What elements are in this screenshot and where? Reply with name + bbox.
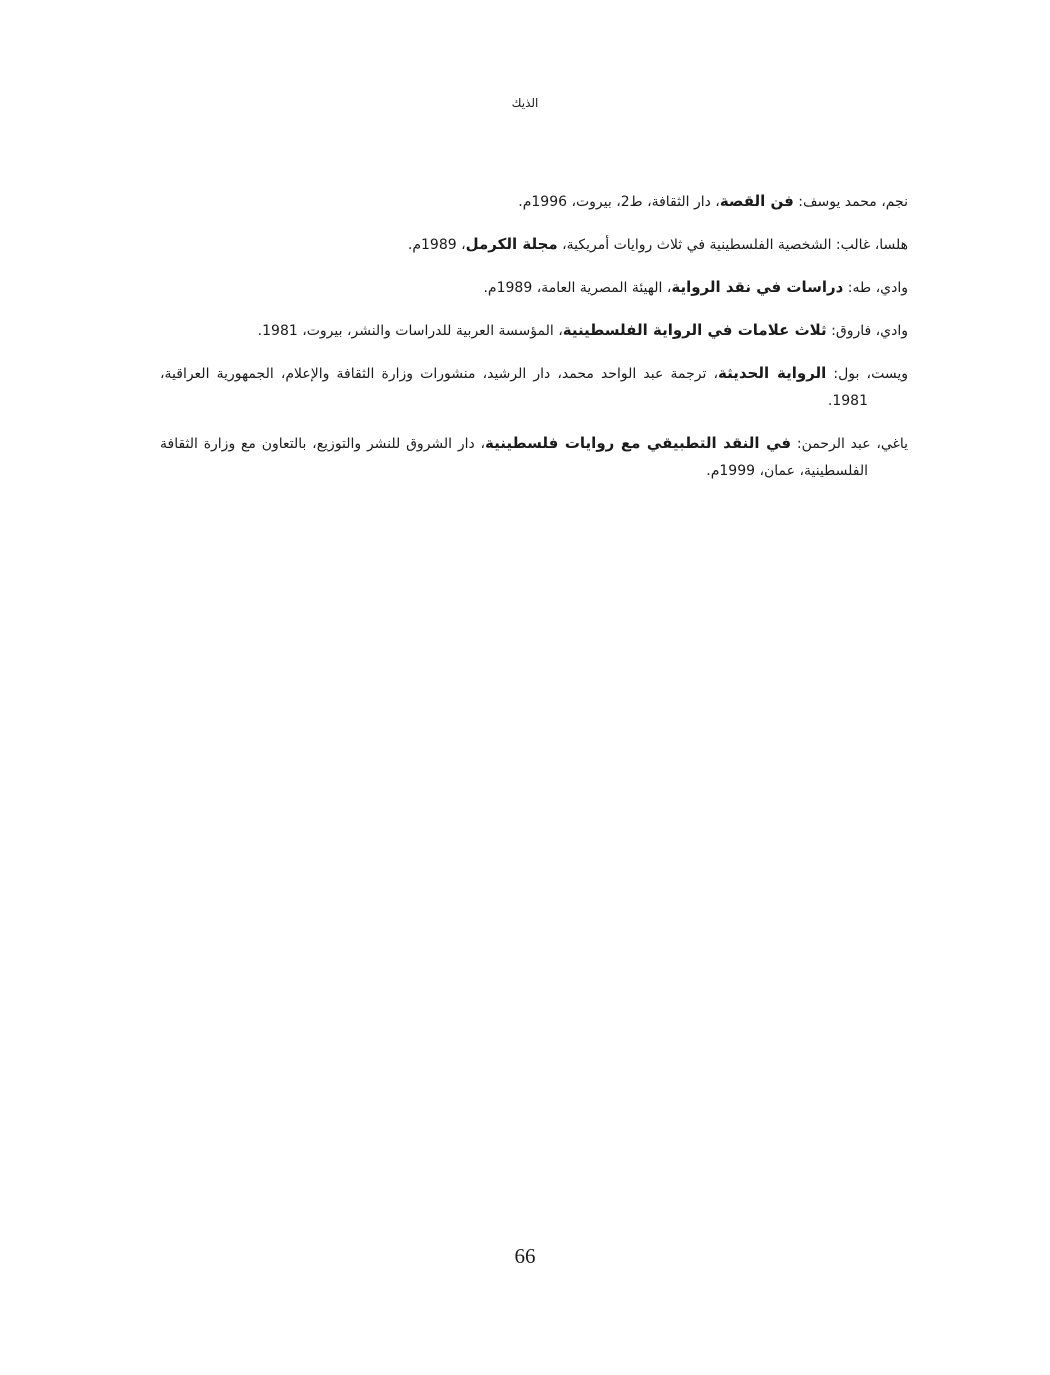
- reference-title: دراسات في نقد الرواية: [671, 278, 844, 296]
- reference-author: وادي، طه:: [843, 280, 908, 296]
- reference-author: وادي، فاروق:: [826, 323, 908, 339]
- reference-title: ثلاث علامات في الرواية الفلسطينية: [562, 321, 827, 339]
- reference-entry: [160, 360, 908, 415]
- reference-title: مجلة الكرمل: [465, 235, 558, 253]
- reference-title: فن القصة: [719, 192, 794, 210]
- reference-author: ياغي، عبد الرحمن:: [791, 436, 908, 452]
- reference-entry: [160, 317, 908, 345]
- reference-author: هلسا، غالب: الشخصية الفلسطينية في ثلاث روايات أمريكية،: [557, 237, 908, 253]
- reference-details: ، ترجمة عبد الواحد محمد، دار الرشيد، منشورات وزارة الثقافة والإعلام، الجمهورية العراقية، 1981.: [160, 366, 868, 409]
- reference-entry: [160, 231, 908, 259]
- reference-title: في النقد التطبيقي مع روايات فلسطينية: [485, 434, 792, 452]
- reference-title: الرواية الحديثة: [718, 364, 827, 382]
- reference-details: ، دار الثقافة، ط2، بيروت، 1996م.: [518, 194, 720, 210]
- reference-entry: [160, 274, 908, 302]
- page-number: 66: [514, 1244, 536, 1268]
- reference-author: نجم، محمد يوسف:: [793, 194, 908, 210]
- reference-author: ويست، بول:: [826, 366, 908, 382]
- reference-details: ، المؤسسة العربية للدراسات والنشر، بيروت، 1981.: [257, 323, 563, 339]
- reference-entry: [160, 188, 908, 216]
- reference-entry: [160, 430, 908, 485]
- reference-list: [160, 188, 908, 500]
- reference-details: ، دار الشروق للنشر والتوزيع، بالتعاون مع وزارة الثقافة الفلسطينية، عمان، 1999م.: [160, 436, 868, 479]
- reference-details: ، 1989م.: [407, 237, 466, 253]
- reference-details: ، الهيئة المصرية العامة، 1989م.: [483, 280, 672, 296]
- running-header: الذيك: [511, 96, 539, 110]
